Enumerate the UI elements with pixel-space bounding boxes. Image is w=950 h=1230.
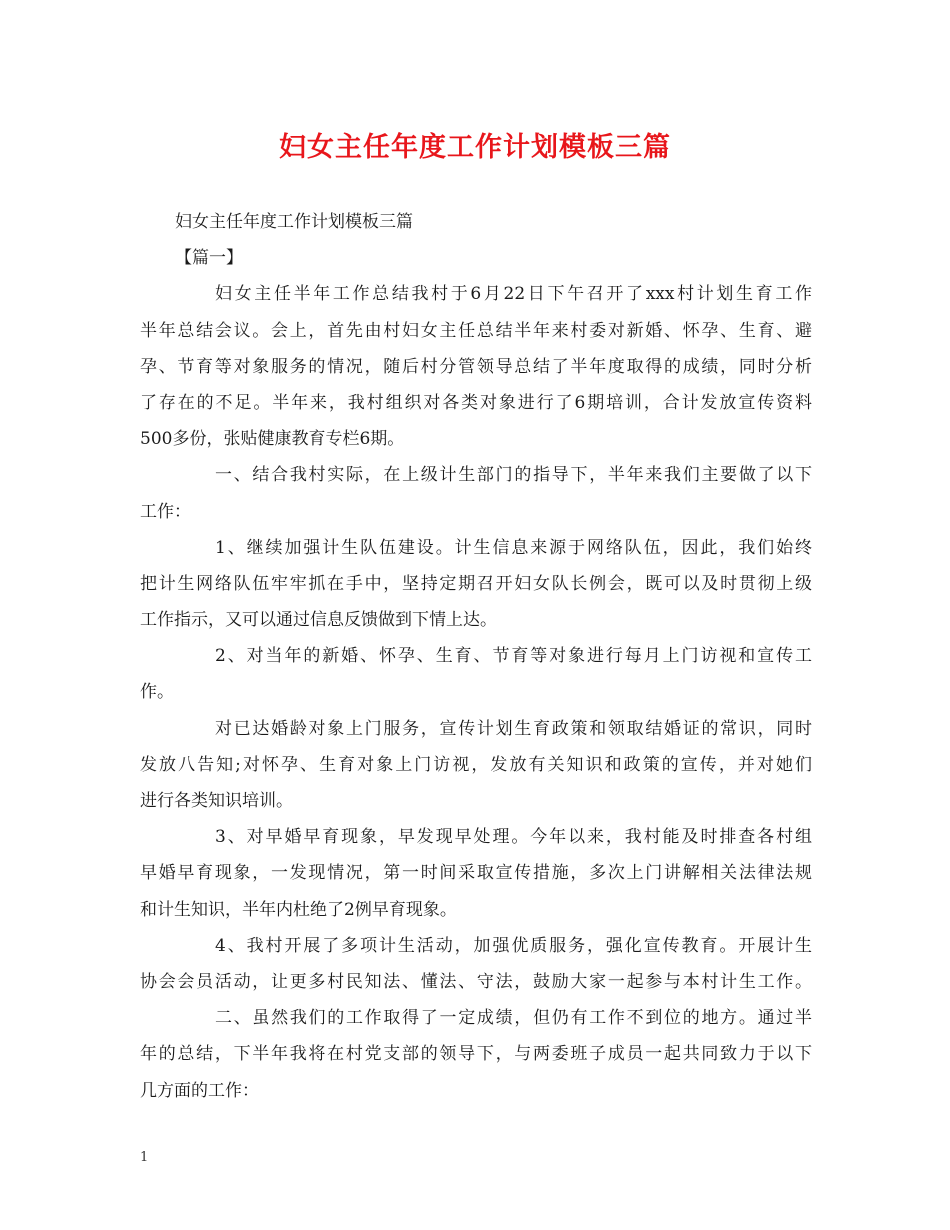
body-line: 孕、节育等对象服务的情况，随后村分管领导总结了半年度取得的成绩，同时分析 (140, 356, 812, 377)
body-line: 把计生网络队伍牢牢抓在手中，坚持定期召开妇女队长例会，既可以及时贯彻上级 (140, 573, 812, 594)
body-line: 4、我村开展了多项计生活动，加强优质服务，强化宣传教育。开展计生 (215, 935, 812, 956)
body-line: 500多份，张贴健康教育专栏6期。 (140, 429, 405, 450)
body-line: 3、对早婚早育现象，早发现早处理。今年以来，我村能及时排查各村组 (215, 827, 812, 848)
page-number: 1 (140, 1150, 149, 1165)
body-line: 进行各类知识培训。 (140, 791, 293, 811)
body-line: 作。 (140, 682, 174, 703)
body-line: 几方面的工作： (140, 1080, 259, 1101)
body-line: 2、对当年的新婚、怀孕、生育、节育等对象进行每月上门访视和宣传工 (215, 646, 812, 667)
body-line: 1、继续加强计生队伍建设。计生信息来源于网络队伍，因此，我们始终 (215, 537, 812, 558)
body-line: 对已达婚龄对象上门服务，宣传计划生育政策和领取结婚证的常识，同时 (215, 718, 812, 739)
body-line: 和计生知识，半年内杜绝了2例早育现象。 (140, 899, 457, 920)
body-line: 年的总结，下半年我将在村党支部的领导下，与两委班子成员一起共同致力于以下 (140, 1044, 812, 1065)
body-line: 工作： (140, 501, 191, 522)
body-line: 早婚早育现象，一发现情况，第一时间采取宣传措施，多次上门讲解相关法律法规 (140, 863, 812, 884)
body-line: 妇女主任半年工作总结我村于6月22日下午召开了xxx村计划生育工作 (215, 284, 812, 305)
body-line: 工作指示，又可以通过信息反馈做到下情上达。 (140, 610, 497, 631)
subtitle-line: 妇女主任年度工作计划模板三篇 (175, 212, 413, 232)
body-line: 了存在的不足。半年来，我村组织对各类对象进行了6期培训，合计发放宣传资料 (140, 392, 812, 413)
page-title: 妇女主任年度工作计划模板三篇 (279, 132, 671, 163)
body-line: 半年总结会议。会上，首先由村妇女主任总结半年来村委对新婚、怀孕、生育、避 (140, 320, 812, 341)
document-body (140, 204, 812, 1109)
body-line: 发放八告知;对怀孕、生育对象上门访视，发放有关知识和政策的宣传，并对她们 (140, 754, 812, 775)
body-line: 一、结合我村实际，在上级计生部门的指导下，半年来我们主要做了以下 (215, 465, 812, 486)
section-heading: 【篇一】 (175, 248, 243, 269)
body-line: 协会会员活动，让更多村民知法、懂法、守法，鼓励大家一起参与本村计生工作。 (140, 971, 812, 992)
body-line: 二、虽然我们的工作取得了一定成绩，但仍有工作不到位的地方。通过半 (215, 1008, 812, 1029)
